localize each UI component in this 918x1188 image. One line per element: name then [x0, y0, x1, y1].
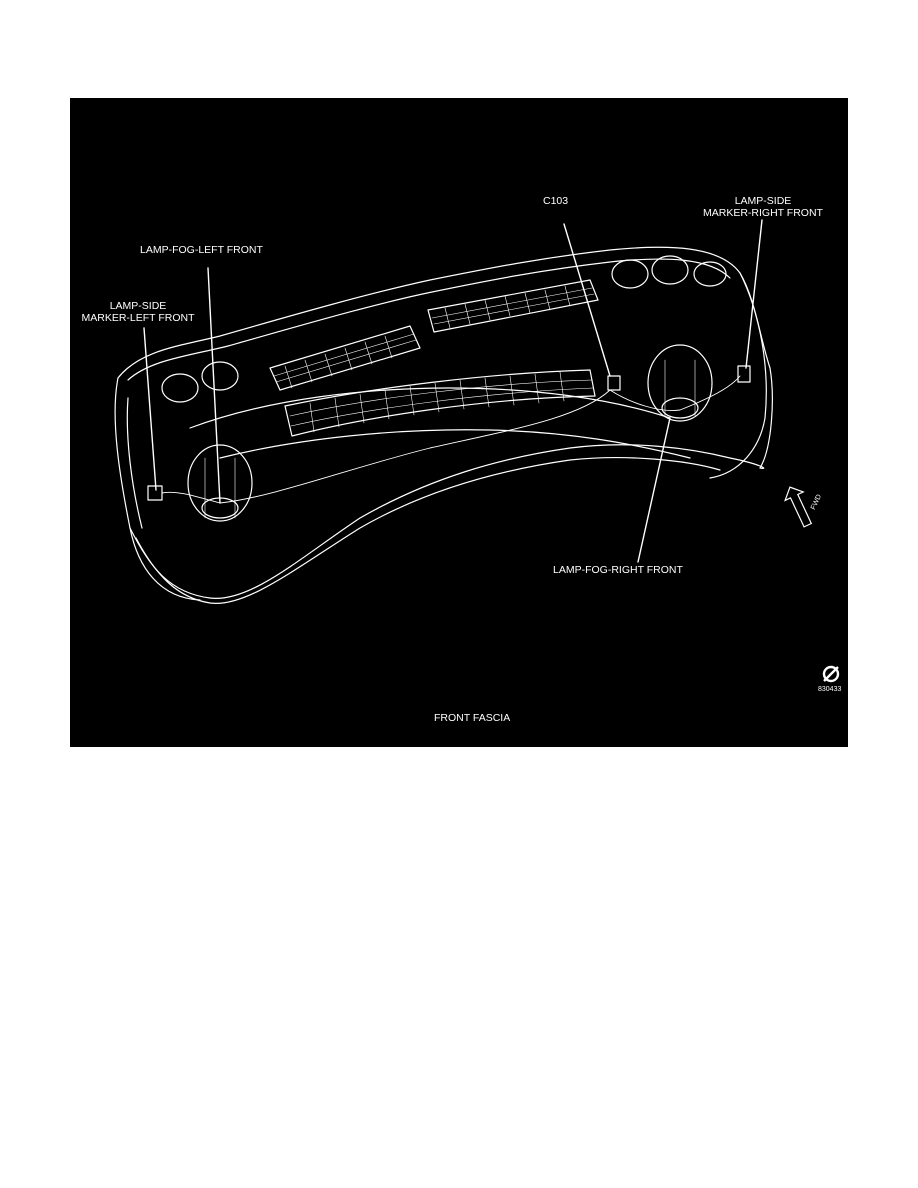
forward-arrow-label: FWD	[810, 493, 824, 511]
no-service-symbol-icon	[824, 667, 838, 681]
label-side-marker-right-line2: MARKER-RIGHT FRONT	[703, 207, 823, 219]
fog-lamp-left-pod	[188, 445, 252, 521]
leader-side-marker-right	[746, 220, 762, 368]
leader-c103	[564, 224, 610, 376]
front-fascia-diagram	[70, 98, 848, 747]
leader-fog-left	[208, 268, 220, 503]
label-fog-left: LAMP-FOG-LEFT FRONT	[140, 244, 263, 256]
label-c103: C103	[543, 195, 569, 207]
label-side-marker-left	[76, 300, 200, 324]
side-marker-left-housing	[148, 486, 162, 500]
label-side-marker-left-line2: MARKER-LEFT FRONT	[81, 312, 195, 324]
fascia-lower-lip	[136, 458, 720, 604]
wiring-harness	[162, 376, 740, 503]
leader-fog-right	[638, 418, 670, 562]
label-side-marker-right	[696, 195, 830, 219]
label-side-marker-right-line1: LAMP-SIDE	[734, 195, 792, 207]
label-fog-right: LAMP-FOG-RIGHT FRONT	[553, 564, 683, 576]
lower-grille	[285, 370, 595, 436]
leader-side-marker-left	[144, 328, 156, 490]
diagram-caption: FRONT FASCIA	[434, 712, 511, 724]
figure-number: 830433	[818, 686, 842, 693]
label-side-marker-left-line1: LAMP-SIDE	[109, 300, 167, 312]
side-marker-right-housing	[738, 366, 750, 382]
c103-connector	[608, 376, 620, 390]
upper-grille	[270, 326, 420, 390]
